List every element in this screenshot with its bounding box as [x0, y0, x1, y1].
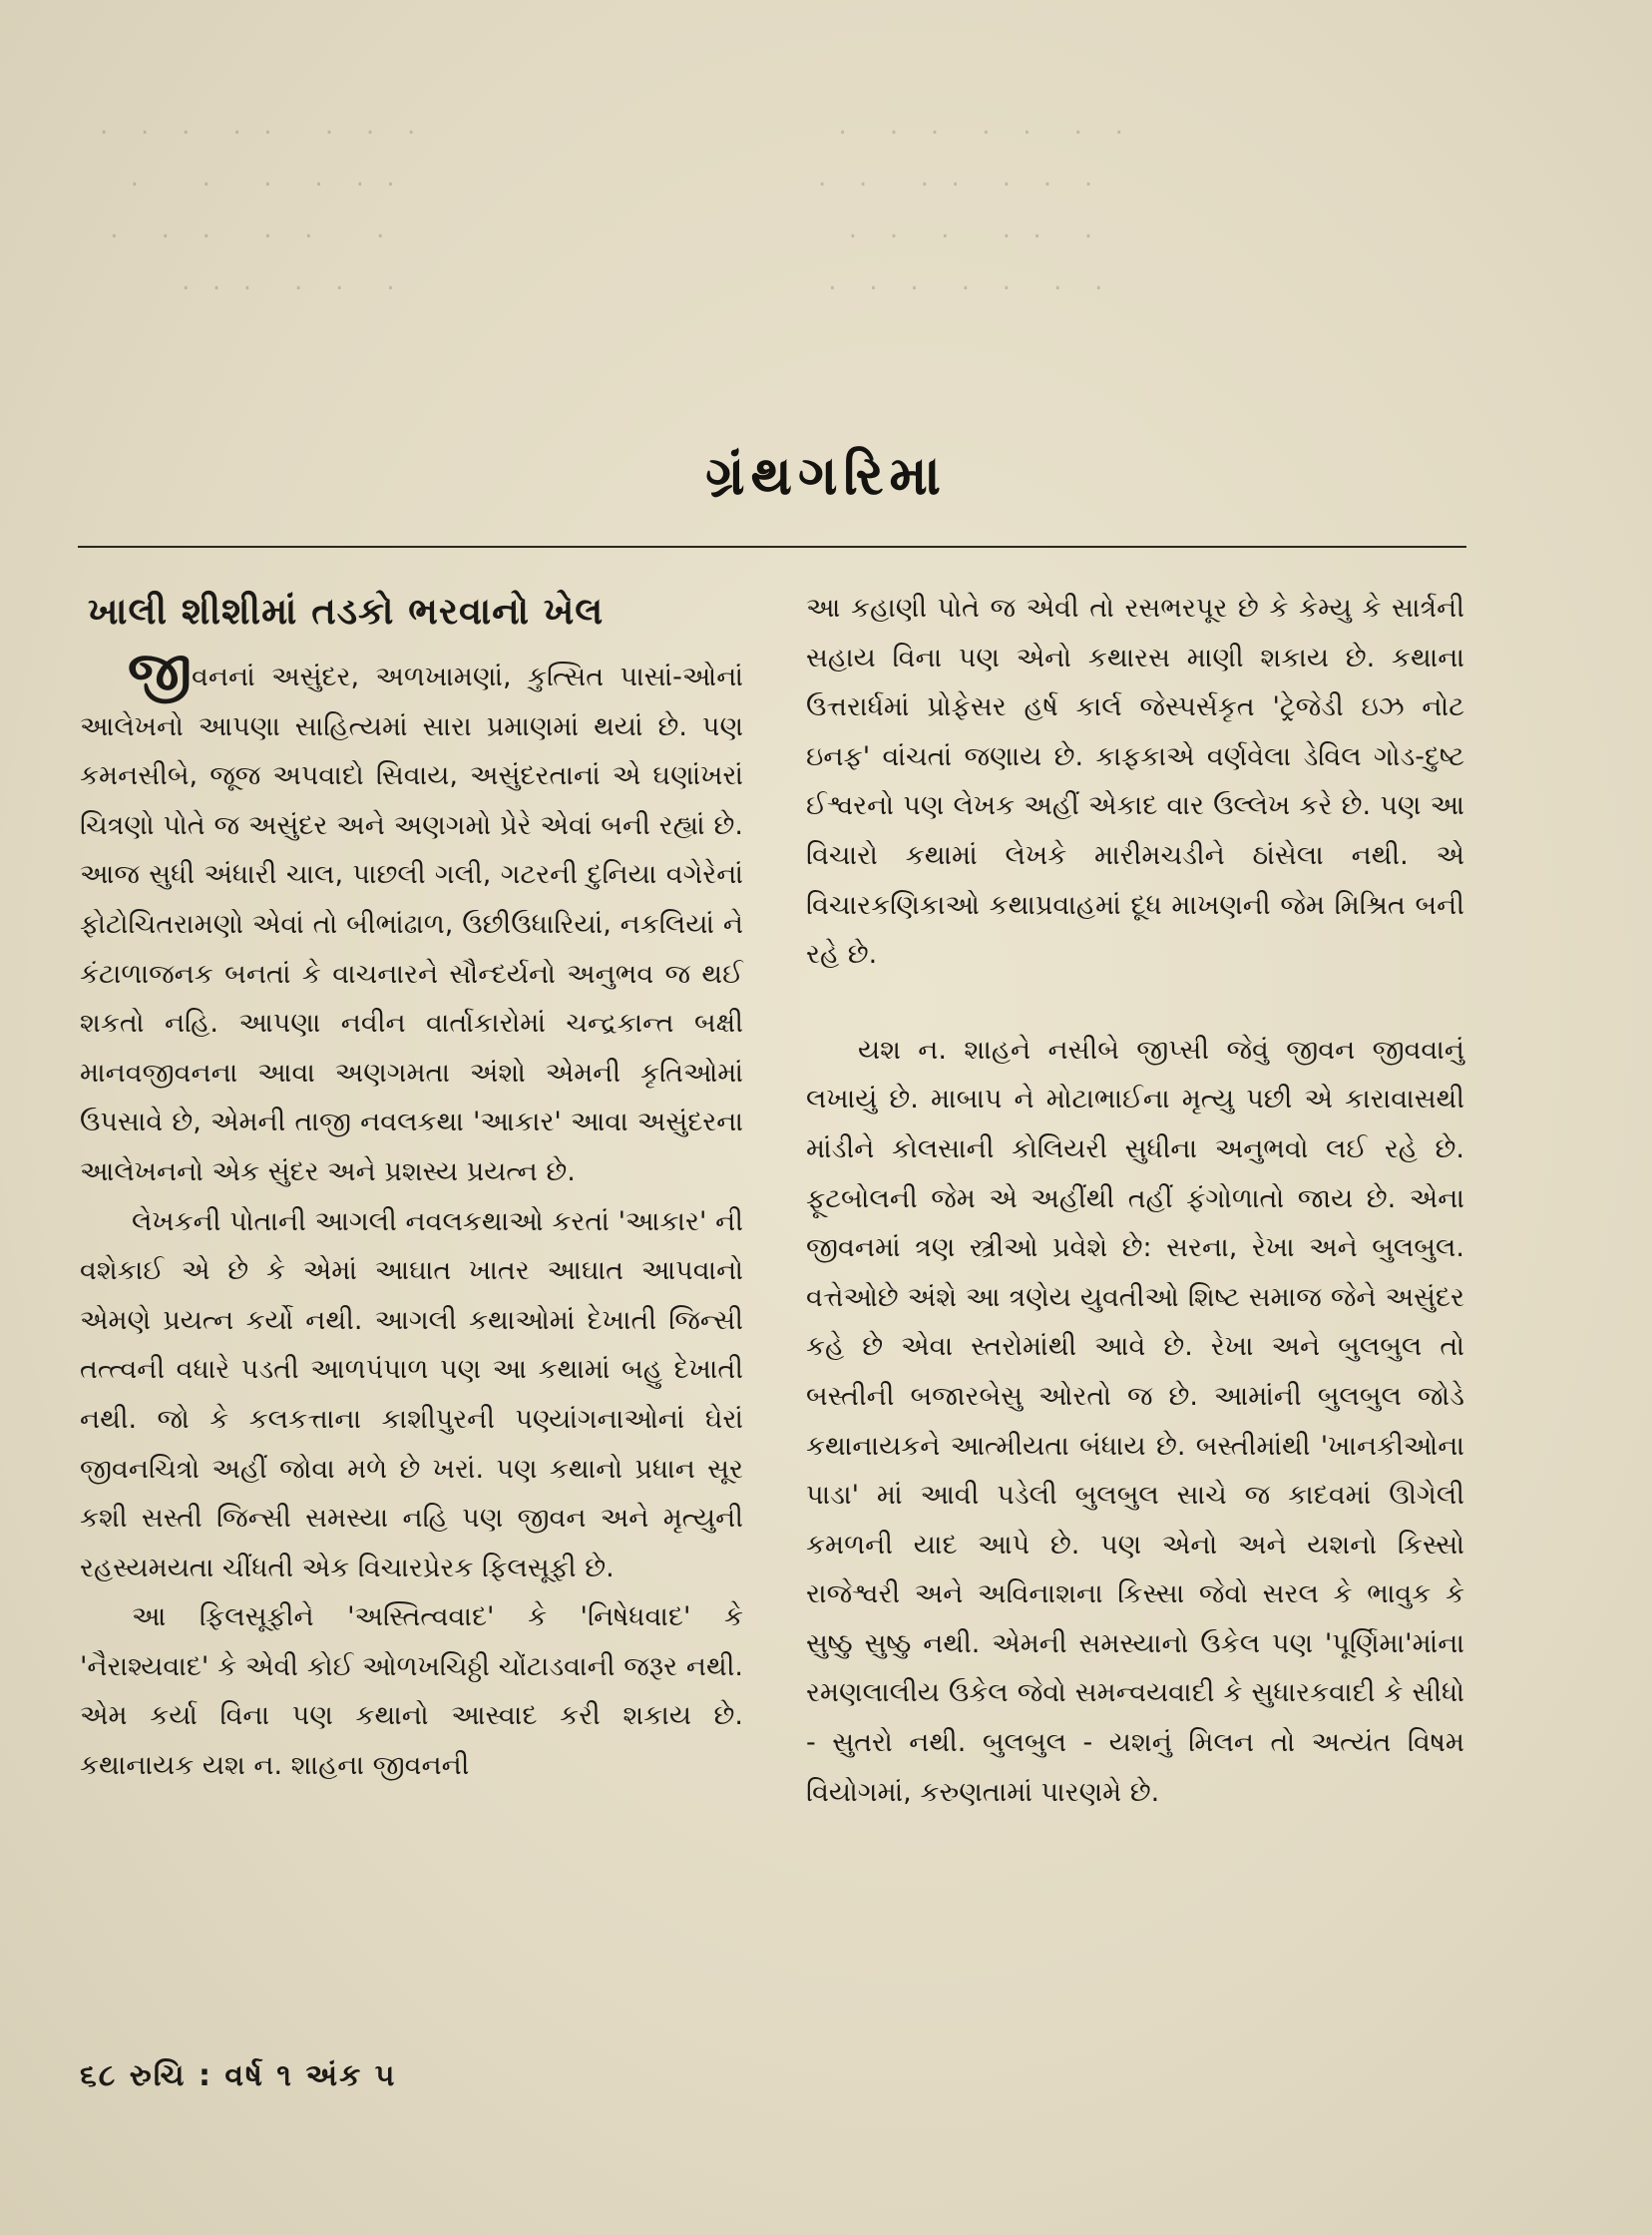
section-divider	[78, 546, 1466, 548]
paragraph-2: લેખકની પોતાની આગલી નવલકથાઓ કરતાં 'આકાર' ની વશેકાઈ એ છે કે એમાં આઘાત ખાતર આઘાત આપવાનો એમણે પ્રયત્ન કર્યો નથી. આગલી કથાઓમાં દેખાતી જિન્સી તત્ત્વની વધારે પડતી આળપંપાળ પણ આ કથામાં બહુ દેખાતી નથી. જો કે કલકત્તાના કાશીપુરની પણ્યાંગનાઓનાં ઘેરાં જીવનચિત્રો અહીં જોવા મળે છે ખરાં. પણ કથાનો પ્રધાન સૂર કશી સસ્તી જિન્સી સમસ્યા નહિ પણ જીવન અને મૃત્યુની રહસ્યમયતા ચીંધતી એક વિચારપ્રેરક ફિલસૂફી છે.	[80, 1205, 743, 1583]
article-title: ખાલી શીશીમાં તડકો ભરવાનો ખેલ	[88, 590, 605, 633]
paragraph-4: આ કહાણી પોતે જ એવી તો રસભરપૂર છે કે કેમ્યુ કે સાર્ત્રની સહાય વિના પણ એનો કથારસ માણી શકાય છે. કથાના ઉત્તરાર્ધમાં પ્રોફેસર હર્ષ કાર્લ જેસ્પર્સકૃત 'ટ્રેજેડી ઇઝ નોટ ઇનફ' વાંચતાં જણાય છે. કાફકાએ વર્ણવેલા ડેવિલ ગોડ-દુષ્ટ ઈશ્વરનો પણ લેખક અહીં એકાદ વાર ઉલ્લેખ કરે છે. પણ આ વિચારો કથામાં લેખકે મારીમચડીને ઠાંસેલા નથી. એ વિચારકણિકાઓ કથાપ્રવાહમાં દૂધ માખણની જેમ મિશ્રિત બની રહે છે.	[806, 593, 1464, 971]
page-footer: ૬૮ રુચિ : વર્ષ ૧ અંક ૫	[80, 2058, 397, 2093]
paragraph-1	[80, 640, 743, 1197]
show-through-text-left: . . . . . . . . . . . . . . . . . . . . . . . . . .	[100, 111, 418, 296]
paragraph-3: આ ફિલસૂફીને 'અસ્તિત્વવાદ' કે 'નિષેધવાદ' કે 'નૈરાશ્યવાદ' કે એવી કોઈ ઓળખચિઠ્ઠી ચોંટાડવાની જરૂર નથી. એમ કર્યા વિના પણ કથાનો આસ્વાદ કરી શકાય છે. કથાનાયક યશ ન. શાહના જીવનની	[80, 1601, 743, 1782]
section-heading: ગ્રંથગરિમા	[705, 444, 947, 507]
drop-cap: જી	[128, 640, 193, 702]
column-left	[80, 584, 743, 1791]
paragraph-1-text: વનનાં અસુંદર, અળખામણાં, કુત્સિત પાસાં-ઓનાં આલેખનો આપણા સાહિત્યમાં સારા પ્રમાણમાં થયાં છે. પણ કમનસીબે, જૂજ અપવાદો સિવાય, અસુંદરતાનાં એ ઘણાંખરાં ચિત્રણો પોતે જ અસુંદર અને અણગમો પ્રેરે એવાં બની રહ્યાં છે. આજ સુધી અંધારી ચાલ, પાછલી ગલી, ગટરની દુનિયા વગેરેનાં ફોટોચિતરામણો એવાં તો બીભાંઢાળ, ઉછીઉધારિયાં, નકલિયાં ને કંટાળાજનક બનતાં કે વાચનારને સૌન્દર્યનો અનુભવ જ થઈ શકતો નહિ. આપણા નવીન વાર્તાકારોમાં ચન્દ્રકાન્ત બક્ષી માનવજીવનના આવા અણગમતા અંશો એમની કૃતિઓમાં ઉપસાવે છે, એમની તાજી નવલકથા 'આકાર' આવા અસુંદરના આલેખનનો એક સુંદર અને પ્રશસ્ય પ્રયત્ન છે.	[80, 662, 743, 1187]
column-right	[806, 584, 1464, 1817]
paragraph-5: યશ ન. શાહને નસીબે જીપ્સી જેવું જીવન જીવવાનું લખાયું છે. માબાપ ને મોટાભાઈના મૃત્યુ પછી એ કારાવાસથી માંડીને કોલસાની કોલિયરી સુધીના અનુભવો લઈ રહે છે. ફૂટબોલની જેમ એ અહીંથી તહીં ફંગોળાતો જાય છે. એના જીવનમાં ત્રણ સ્ત્રીઓ પ્રવેશે છે: સરના, રેખા અને બુલબુલ. વત્તેઓછે અંશે આ ત્રણેય યુવતીઓ શિષ્ટ સમાજ જેને અસુંદર કહે છે એવા સ્તરોમાંથી આવે છે. રેખા અને બુલબુલ તો બસ્તીની બજારબેસુ ઓરતો જ છે. આમાંની બુલબુલ જોડે કથાનાયકને આત્મીયતા બંધાય છે. બસ્તીમાંથી 'ખાનકીઓના પાડા' માં આવી પડેલી બુલબુલ સાચે જ કાદવમાં ઊગેલી કમળની યાદ આપે છે. પણ એનો અને યશનો કિસ્સો રાજેશ્વરી અને અવિનાશના કિસ્સા જેવો સરલ કે ભાવુક કે સુષ્ઠુ સુષ્ઠુ નથી. એમની સમસ્યાનો ઉકેલ પણ 'પૂર્ણિમા'માંના રમણલાલીય ઉકેલ જેવો સમન્વયવાદી કે સુધારકવાદી કે સીધો - સુતરો નથી. બુલબુલ - યશનું મિલન તો અત્યંત વિષમ વિયોગમાં, કરુણતામાં પારણમે છે.	[806, 1034, 1464, 1808]
show-through-text-right: . . . . . . . . . . . . . . . . . . . . . . . . . . .	[818, 111, 1125, 296]
